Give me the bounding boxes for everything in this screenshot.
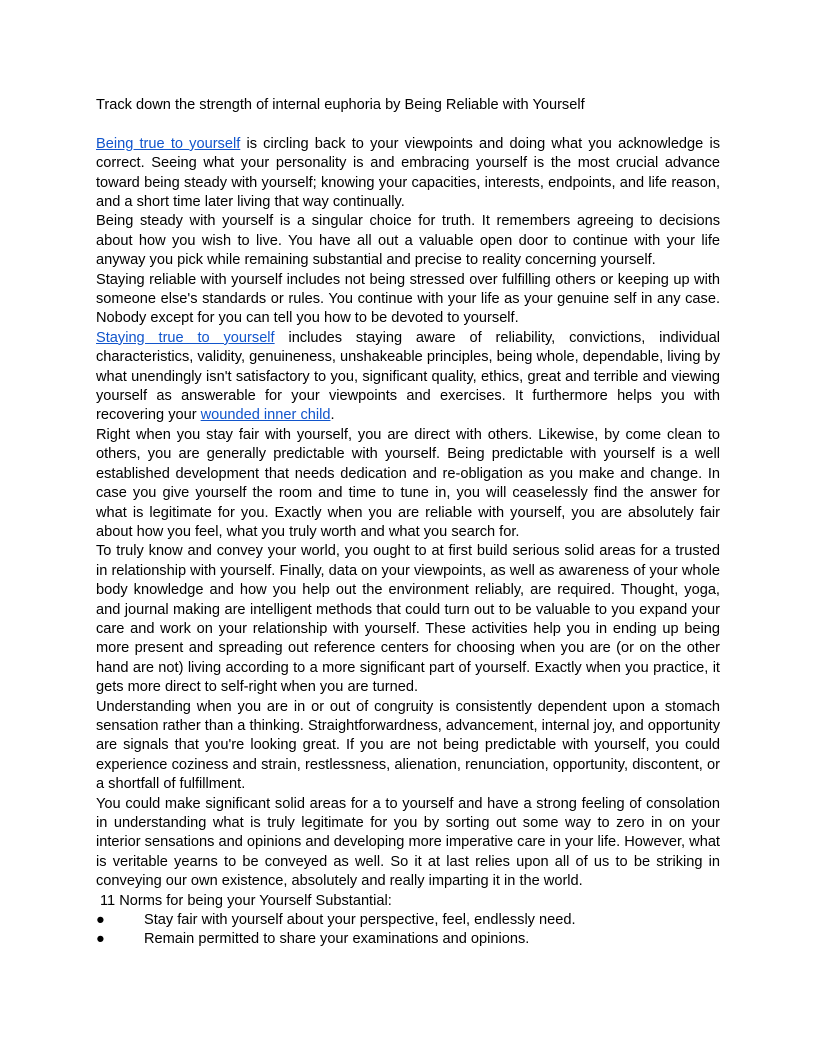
paragraph-4-text: includes staying aware of reliability, convictions, individual characteristics, validity, genuineness, unshakeable principles, being whole, dependable, living by what unendingly isn't satisfactory to you, significant quality, ethics, great and terrible and viewing yourself as answerable for your viewpoints and exercises. It furthermore helps you with recovering your xyxy=(96,329,720,424)
list-item xyxy=(96,911,720,930)
bullet-icon: ● xyxy=(96,931,105,948)
wounded-inner-child-link[interactable]: wounded inner child xyxy=(200,407,331,424)
staying-true-link[interactable]: Staying true to yourself xyxy=(96,329,275,346)
paragraph-7: Understanding when you are in or out of congruity is consistently dependent upon a stomach sensation rather than a thinking. Straightforwardness, advancement, internal joy, and opportunity are signals that you're looking great. If you are not being predictable with yourself, you could experience coziness and strain, restlessness, alienation, renunciation, opportunity, discontent, or a shortfall of fulfillment. xyxy=(96,698,720,793)
paragraph-4-end: . xyxy=(330,407,335,424)
document-page xyxy=(96,96,720,950)
norm-text: Stay fair with yourself about your perspective, feel, endlessly need. xyxy=(144,912,576,929)
paragraph-5: Right when you stay fair with yourself, you are direct with others. Likewise, by come clean to others, you are generally predictable with yourself. Being predictable with yourself is a well established development that needs dedication and re-obligation as you make and change. In case you give yourself the room and time to tune in, you will ceaselessly find the answer for what is legitimate for you. Exactly when you are reliable with yourself, you are absolutely fair about how you feel, what you truly worth and what you search for. xyxy=(96,426,720,540)
norms-heading: 11 Norms for being your Yourself Substantial: xyxy=(100,892,392,909)
paragraph-6: To truly know and convey your world, you ought to at first build serious solid areas for a trusted in relationship with yourself. Finally, data on your viewpoints, as well as awareness of your whole body knowledge and how you help out the environment reliably, are required. Thought, yoga, and journal making are intelligent methods that could turn out to be valuable to you expand your care and work on your relationship with yourself. These activities help you in ending up being more present and spreading out reference centers for choosing when you are (or on the other hand are not) living according to a more significant part of yourself. Exactly when you practice, it gets more direct to self-right when you are turned. xyxy=(96,543,720,696)
norms-list xyxy=(96,911,720,950)
being-true-link[interactable]: Being true to yourself xyxy=(96,135,241,152)
norm-text: Remain permitted to share your examinations and opinions. xyxy=(144,931,530,948)
paragraph-2: Being steady with yourself is a singular choice for truth. It remembers agreeing to decisions about how you wish to live. You have all out a valuable open door to continue with your life anyway you pick while remaining substantial and precise to reality concerning yourself. xyxy=(96,213,720,269)
paragraph-4 xyxy=(96,329,720,426)
paragraph-3: Staying reliable with yourself includes not being stressed over fulfilling others or keeping up with someone else's standards or rules. You continue with your life as your genuine self in any case. Nobody except for you can tell you how to be devoted to yourself. xyxy=(96,271,720,327)
bullet-icon: ● xyxy=(96,912,105,929)
list-item xyxy=(96,930,720,949)
paragraph-1-text: is circling back to your viewpoints and doing what you acknowledge is correct. Seeing what your personality is and embracing yourself is the most crucial advance toward being steady with yourself; knowing your capacities, interests, endpoints, and life reason, and a short time later living that way continually. xyxy=(96,135,720,211)
paragraph-1 xyxy=(96,135,720,213)
document-title: Track down the strength of internal euphoria by Being Reliable with Yourself xyxy=(96,97,585,113)
paragraph-8: You could make significant solid areas for a to yourself and have a strong feeling of consolation in understanding what is truly legitimate for you by sorting out some way to zero in on your interior sensations and opinions and developing more imperative care in your life. However, what is veritable yearns to be conveyed as well. So it at last relies upon all of us to be striking in conveying our own existence, absolutely and really imparting it in the world. xyxy=(96,795,720,890)
